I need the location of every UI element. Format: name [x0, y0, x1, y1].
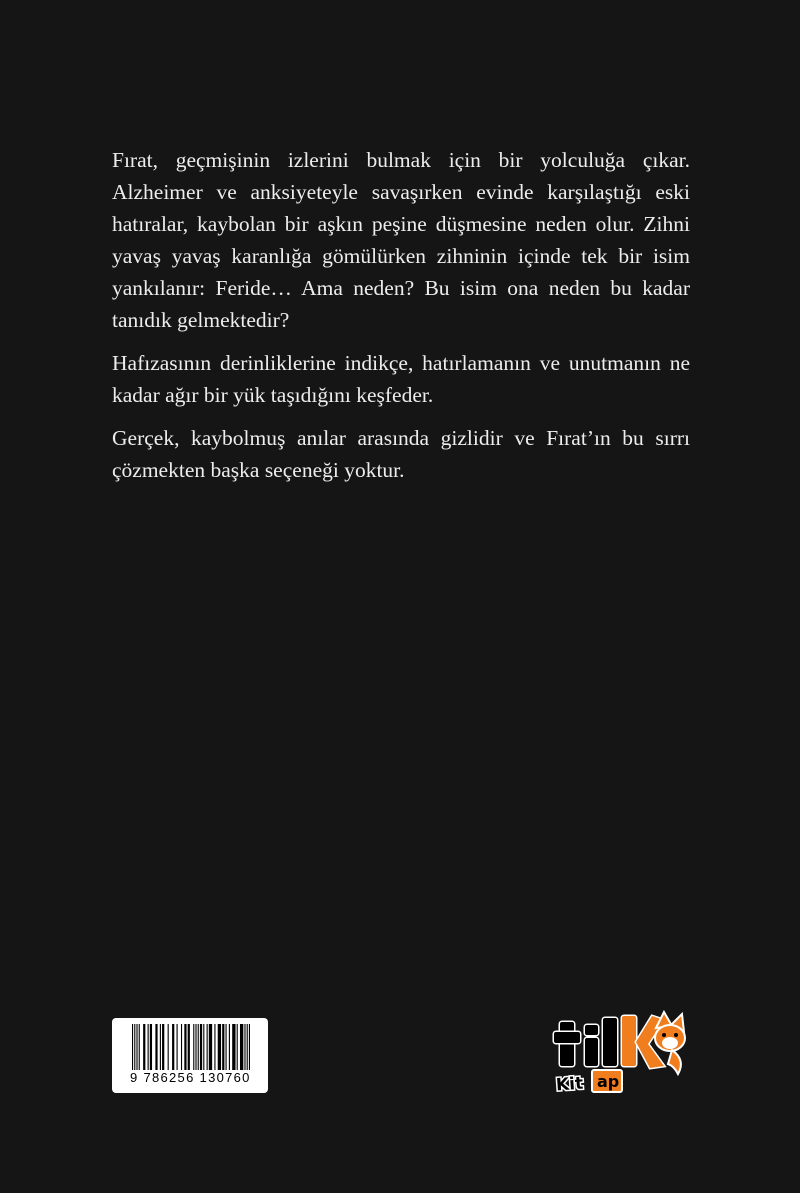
barcode-bar [240, 1024, 243, 1070]
barcode-bar [195, 1024, 196, 1070]
barcode-bar [162, 1024, 164, 1070]
barcode-bar [247, 1024, 248, 1070]
barcode-bar [155, 1024, 157, 1070]
barcode-bar [198, 1024, 199, 1070]
svg-text:ap: ap [597, 1072, 620, 1091]
svg-text:Kit: Kit [555, 1073, 584, 1096]
barcode-bar [226, 1024, 227, 1070]
barcode-bar [134, 1024, 135, 1070]
barcode-bar [218, 1024, 221, 1070]
barcode-bar [160, 1024, 161, 1070]
barcode-bar [244, 1024, 245, 1070]
barcode-bar [222, 1024, 224, 1070]
barcode-bar [200, 1024, 202, 1070]
isbn-number: 9 786256 130760 [130, 1070, 251, 1085]
barcode-bar [232, 1024, 235, 1070]
barcode-bar [139, 1024, 140, 1070]
barcode-bar [209, 1024, 212, 1070]
logo-word-kitap [555, 1070, 622, 1095]
barcode-bar [143, 1024, 145, 1070]
barcode-bar [136, 1024, 137, 1070]
barcode-bar [229, 1024, 230, 1070]
publisher-logo [552, 1008, 692, 1098]
barcode-bar [132, 1024, 133, 1070]
barcode-bar [150, 1024, 152, 1070]
barcode-bar [237, 1024, 238, 1070]
barcode-bar [193, 1024, 194, 1070]
barcode-bar [168, 1024, 169, 1070]
barcode-bar [188, 1024, 190, 1070]
barcode-bar [203, 1024, 204, 1070]
barcode-bar [207, 1024, 208, 1070]
barcode-bar [177, 1024, 178, 1070]
blurb-paragraph: Gerçek, kaybolmuş anılar arasında gizlidir ve Fırat’ın bu sırrı çözmekten başka seçeneği yoktur. [112, 426, 690, 482]
barcode-bar [249, 1024, 250, 1070]
barcode-bars [132, 1024, 250, 1070]
barcode-bar [214, 1024, 215, 1070]
blurb-paragraph: Hafızasının derinliklerine indikçe, hatırlamanın ve unutmanın ne kadar ağır bir yük taşıdığını keşfeder. [112, 351, 690, 407]
blurb-paragraph: Fırat, geçmişinin izlerini bulmak için bir yolculuğa çıkar. Alzheimer ve anksiyeteyle savaşırken evinde karşılaştığı eski hatıralar, kaybolan bir aşkın peşine düşmesine neden olur. Zihni yavaş yavaş karanlığa gömülürken zihninin içinde tek bir isim yankılanır: Feride… Ama neden? Bu isim ona neden bu kadar tanıdık gelmektedir? [112, 148, 690, 332]
barcode-bar [181, 1024, 182, 1070]
barcode-bar [172, 1024, 174, 1070]
barcode-bar [148, 1024, 149, 1070]
back-cover-blurb [112, 144, 690, 497]
logo-word-tilki [554, 1016, 664, 1068]
isbn-barcode [112, 1018, 268, 1093]
barcode-bar [184, 1024, 186, 1070]
